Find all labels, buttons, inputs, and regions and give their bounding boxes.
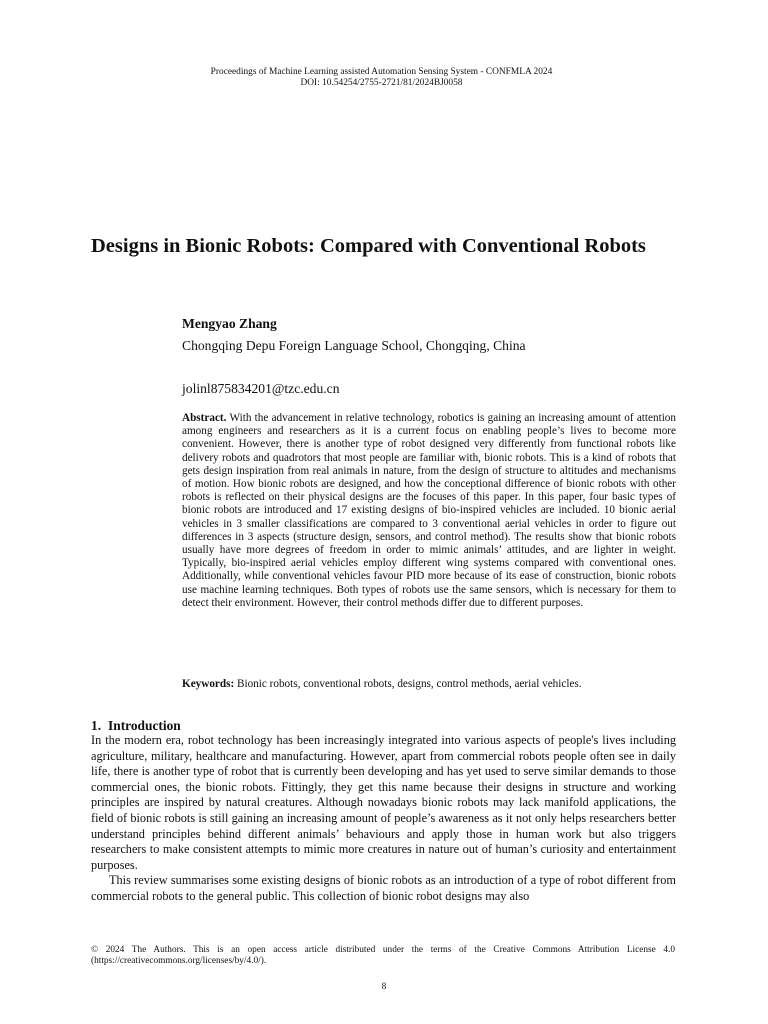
abstract-label: Abstract.: [182, 412, 227, 424]
body-paragraph: This review summarises some existing designs of bionic robots as an introduction of a type of robot different from commercial robots to the general public. This collection of bionic robot designs may also: [91, 873, 676, 903]
section-number: 1.: [91, 718, 102, 733]
author-affiliation: Chongqing Depu Foreign Language School, Chongqing, China: [182, 338, 526, 353]
section-title: Introduction: [108, 718, 181, 733]
doi-line: DOI: 10.54254/2755-2721/81/2024BJ0058: [300, 78, 463, 88]
proceedings-line: Proceedings of Machine Learning assisted Automation Sensing System - CONFMLA 2024: [210, 67, 553, 77]
page-number: 8: [381, 982, 387, 992]
author-email: jolinl875834201@tzc.edu.cn: [182, 381, 340, 396]
keywords-text: Bionic robots, conventional robots, designs, control methods, aerial vehicles.: [234, 678, 582, 690]
paper-title: Designs in Bionic Robots: Compared with Conventional Robots: [91, 235, 646, 257]
license-footnote: © 2024 The Authors. This is an open access article distributed under the terms of the Creative Commons Attribution License 4.0 (https://creativecommons.org/licenses/by/4.0/).: [91, 945, 675, 966]
abstract: [182, 412, 676, 610]
body-paragraph: In the modern era, robot technology has been increasingly integrated into various aspects of people's lives including agriculture, military, healthcare and manufacturing. However, apart from commercial robots people often see in daily life, there is another type of robot that is currently been developing and has yet used to serve similar demands to those commercial ones, the bionic robots. Fittingly, they get this name because their designs in structure and working principles are inspired by natural creatures. Although nowadays bionic robots may lack manifold applications, the field of bionic robots is still gaining an increasing amount of people’s awareness as it not only helps researchers better understand principles behind different animals’ behaviours and apply those in human work but also triggers researchers to make consistent attempts to mimic more creatures in nature out of human’s curiosity and entertainment purposes.: [91, 733, 676, 872]
abstract-text: With the advancement in relative technology, robotics is gaining an increasing amount of attention among engineers and researchers as it is a current focus on enabling people’s lives to become more convenient. However, there is another type of robot designed very differently from functional robots like delivery robots and quadrotors that most people are familiar with, bionic robots. This is a kind of robots that gets design inspiration from real animals in nature, from the design of structure to altitudes and mechanisms of motion. How bionic robots are designed, and how the conceptional difference of bionic robots with other robots is reflected on their physical designs are the focuses of this paper. In this paper, four basic types of bionic robots are introduced and 17 existing designs of bio-inspired vehicles are included. 10 bionic aerial vehicles in 3 smaller classifications are compared to 3 conventional aerial vehicles in order to figure out differences in 3 aspects (structure design, sensors, and control method). The results show that bionic robots usually have more degrees of freedom in order to mimic animals’ attitudes, and are lighter in weight. Typically, bio-inspired aerial vehicles employ different wing systems compared with conventional ones. Additionally, while conventional vehicles favour PID more because of its ease of construction, bionic robots use machine learning techniques. Both types of robots use the same sensors, which is necessary for them to detect their environment. However, their control methods differ due to different purposes.: [182, 412, 676, 609]
running-head: [90, 67, 673, 89]
section-body: [91, 733, 676, 905]
section-heading: [91, 717, 181, 734]
keywords: [182, 677, 676, 691]
author-name: Mengyao Zhang: [182, 316, 277, 331]
keywords-label: Keywords:: [182, 678, 235, 690]
